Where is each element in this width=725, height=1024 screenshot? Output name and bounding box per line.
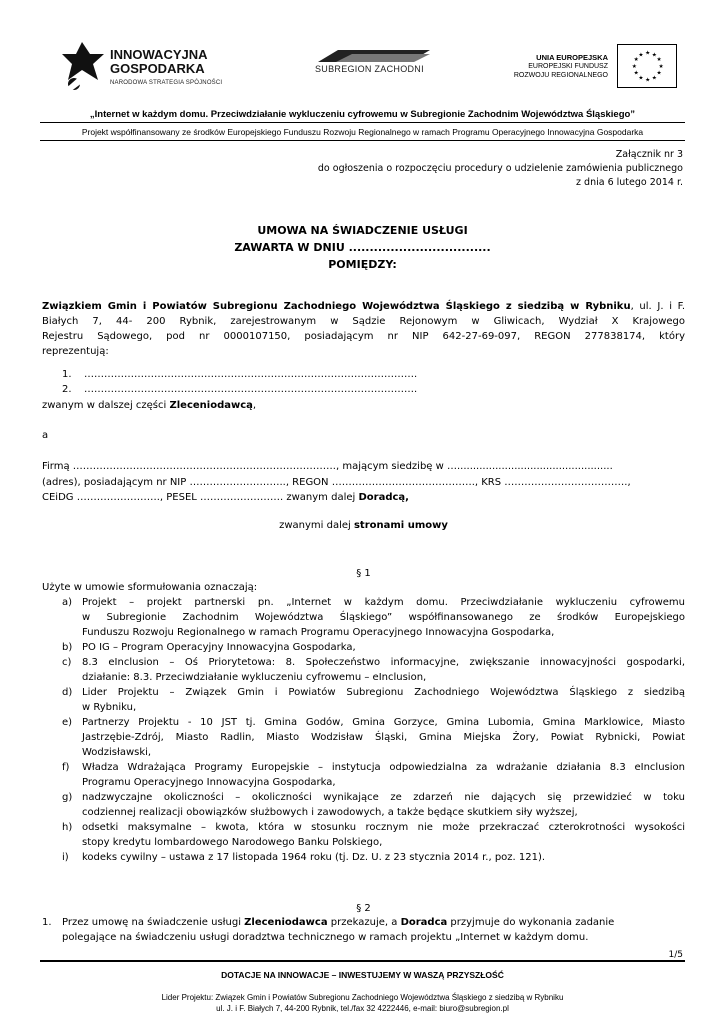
attachment-note — [263, 148, 683, 190]
eu-line3: ROZWOJU REGIONALNEGO — [513, 72, 608, 79]
list-item — [62, 685, 685, 715]
party2-line3-name: Doradcą, — [358, 492, 409, 503]
list-item-line: w Subregionie Zachodnim Województwa Śląskiego” współfinansowanego ze środków Europejskiego — [82, 612, 685, 623]
list-item-letter: i) — [62, 852, 69, 863]
list-item-line: Partnerzy Projektu - 10 JST tj. Gmina Godów, Gmina Gorzyce, Gmina Lubomia, Gmina Marklowice, Miasto — [82, 717, 685, 728]
list-item — [62, 760, 685, 790]
party1-block — [42, 299, 685, 359]
list-item — [62, 850, 685, 865]
footer-line1: Lider Projektu: Związek Gmin i Powiatów Subregionu Zachodniego Województwa Śląskiego z siedzibą w Rybniku — [161, 993, 564, 1002]
contract-title-line3: POMIĘDZY: — [328, 258, 397, 271]
attachment-line2: do ogłoszenia o rozpoczęciu procedury o udzielenie zamówienia publicznego — [317, 163, 683, 174]
ig-logo-text — [110, 48, 208, 76]
list-item-letter: e) — [62, 717, 73, 728]
list-item — [62, 820, 685, 850]
list-item-line: Jastrzębie-Zdrój, Miasto Radlin, Miasto Wodzisław Śląski, Gmina Miejska Żory, Powiat Rybnicki, Powiat — [82, 732, 685, 743]
section2-item1 — [42, 915, 685, 930]
footer-slogan: DOTACJE NA INNOWACJE – INWESTUJEMY W WASZĄ PRZYSZŁOŚĆ — [221, 970, 504, 980]
conjunction: a — [42, 430, 49, 441]
section2-title: § 2 — [356, 903, 371, 914]
list-item — [62, 595, 685, 640]
header-divider-1 — [40, 122, 685, 123]
party2-line3 — [42, 490, 685, 505]
party1-rep2 — [62, 382, 662, 397]
list-item-line: PO IG – Program Operacyjny Innowacyjna Gospodarka, — [82, 642, 356, 653]
list-item-line: odsetki maksymalne – kwota, która w stosunku rocznym nie może przekraczać czterokrotności wysokości — [82, 822, 685, 833]
attachment-line3: z dnia 6 lutego 2014 r. — [576, 177, 683, 188]
svg-text:★: ★ — [631, 63, 637, 70]
list-item-line: 8.3 eInclusion – Oś Priorytetowa: 8. Społeczeństwo informacyjne, zwiększanie innowacyjności gospodarki, — [82, 657, 685, 668]
eu-flag-icon — [617, 44, 677, 88]
list-item-line: codziennej realizacji obowiązków służbowych i zawodowych, a także będące skutkiem siły wyższej, — [82, 807, 578, 818]
svg-text:★: ★ — [645, 77, 651, 84]
svg-text:★: ★ — [645, 50, 651, 57]
footer-line2: ul. J. i F. Białych 7, 44-200 Rybnik, tel./fax 32 4222446, e-mail: biuro@subregion.pl — [216, 1004, 509, 1013]
svg-text:★: ★ — [651, 52, 657, 59]
called-prefix: zwanym w dalszej części — [42, 400, 170, 411]
list-item-line: Władza Wdrażająca Programy Europejskie – instytucja odpowiedzialna za wdrażanie działania 8.3 eInclusion — [82, 762, 685, 773]
list-item-line: Funduszu Rozwoju Regionalnego w ramach Programu Operacyjnego Innowacyjna Gospodarka, — [82, 627, 555, 638]
list-item-line: Programu Operacyjnego Innowacyjna Gospodarka, — [82, 777, 336, 788]
list-item-line: Lider Projektu – Związek Gmin i Powiatów Subregionu Zachodniego Województwa Śląskiego z siedzibą — [82, 687, 685, 698]
ig-logo-line1: INNOWACYJNA — [110, 47, 208, 62]
section1-intro: Użyte w umowie sformułowania oznaczają: — [42, 582, 258, 593]
list-item-line: Wodzisławski, — [82, 747, 152, 758]
attachment-line1: Załącznik nr 3 — [615, 149, 683, 160]
parties-note — [42, 518, 685, 533]
s2-item1-b: Zleceniodawca — [244, 917, 328, 928]
s2-item1-line2: polegające na świadczeniu usługi doradztwa technicznego w ramach projektu „Internet w każdym domu. — [62, 932, 589, 943]
eu-line2: EUROPEJSKI FUNDUSZ — [528, 63, 608, 70]
subregion-logo-text: SUBREGION ZACHODNI — [315, 64, 424, 74]
svg-text:★: ★ — [633, 70, 639, 77]
party1-details-2: Rejestru Sądowego, pod nr 0000107150, posiadającym nr NIP 642-27-69-097, REGON 277838174, który — [42, 331, 685, 342]
party1-details-3: reprezentują: — [42, 346, 109, 357]
list-item-line: Projekt – projekt partnerski pn. „Internet w każdym domu. Przeciwdziałanie wykluczeniu cyfrowemu — [82, 597, 685, 608]
party1-details-1: , ul. J. i F. Białych 7, 44- 200 Rybnik, zarejestrowanym w Sądzie Rejonowym w Gliwicach, Wydział X Krajowego — [42, 301, 685, 327]
svg-text:★: ★ — [656, 57, 662, 64]
eu-text — [488, 53, 608, 80]
called-suffix: , — [252, 400, 257, 411]
cofinance-note: Projekt współfinansowany ze środków Europejskiego Funduszu Rozwoju Regionalnego w ramach Programu Operacyjnego Innowacyjna Gospodarka — [81, 127, 644, 137]
list-item-line: w Rybniku, — [82, 702, 137, 713]
eu-line1: UNIA EUROPEJSKA — [536, 53, 608, 62]
footer-divider — [40, 960, 685, 962]
rep2-value: ………………………………………………………………………………………. — [84, 384, 418, 395]
project-title: „Internet w każdym domu. Przeciwdziałanie wykluczeniu cyfrowemu w Subregionie Zachodnim Województwa Śląskiego” — [89, 109, 636, 120]
svg-text:★: ★ — [651, 75, 657, 82]
ig-logo-line2: GOSPODARKA — [110, 61, 205, 76]
party1-rep1 — [62, 367, 662, 382]
party1-name: Związkiem Gmin i Powiatów Subregionu Zachodniego Województwa Śląskiego z siedzibą w Rybniku — [42, 301, 631, 312]
page-number: 1/5 — [668, 950, 683, 960]
party2-line2: (adres), posiadającym nr NIP ……………………….., REGON ……………………………………., KRS ………………………………., — [42, 477, 631, 488]
contract-title — [0, 222, 725, 273]
list-item-letter: d) — [62, 687, 73, 698]
list-item — [62, 790, 685, 820]
s2-item1-d: Doradca — [400, 917, 448, 928]
rep2-num: 2. — [62, 384, 72, 395]
list-item-letter: a) — [62, 597, 73, 608]
list-item-line: stopy kredytu lombardowego Narodowego Banku Polskiego, — [82, 837, 383, 848]
party1-called — [42, 398, 685, 413]
list-item-line: kodeks cywilny – ustawa z 17 listopada 1964 roku (tj. Dz. U. z 23 stycznia 2014 r., poz. 121). — [82, 852, 546, 863]
list-item-line: nadzwyczajne okoliczności – okoliczności wynikające ze zdarzeń nie dających się przewidzieć w toku — [82, 792, 685, 803]
list-item-letter: b) — [62, 642, 73, 653]
list-item-letter: c) — [62, 657, 72, 668]
section1-list — [62, 595, 685, 865]
section1-title: § 1 — [356, 568, 371, 579]
list-item-letter: h) — [62, 822, 73, 833]
header-divider-2 — [40, 140, 685, 141]
list-item-line: działanie: 8.3. Przeciwdziałanie wykluczeniu cyfrowemu – eInclusion, — [82, 672, 427, 683]
list-item — [62, 640, 685, 655]
list-item-letter: g) — [62, 792, 73, 803]
s2-item1-num: 1. — [42, 917, 52, 928]
contract-title-line2: ZAWARTA W DNIU .................................. — [234, 241, 491, 254]
contract-title-line1: UMOWA NA ŚWIADCZENIE USŁUGI — [257, 224, 468, 237]
party2-line3-prefix: CEiDG ……………………., PESEL ……………………. zwanym dalej — [42, 492, 359, 503]
list-item — [62, 655, 685, 685]
svg-text:★: ★ — [638, 52, 644, 59]
rep1-num: 1. — [62, 369, 72, 380]
subregion-logo-icon — [318, 48, 430, 64]
innowacyjna-gospodarka-logo-icon — [60, 40, 105, 92]
ig-logo-sub: NARODOWA STRATEGIA SPÓJNOŚCI — [110, 80, 223, 86]
s2-item1-a: Przez umowę na świadczenie usługi — [62, 917, 245, 928]
svg-text:★: ★ — [658, 63, 664, 70]
s2-item1-c: przekazuje, a — [327, 917, 401, 928]
party2-line1: Firmą ……………………………………………………………………., mającym siedzibę w …................................................. — [42, 461, 613, 472]
list-item — [62, 715, 685, 760]
parties-name: stronami umowy — [353, 520, 448, 531]
rep1-value: ………………………………………………………………………………………. — [84, 369, 418, 380]
called-name: Zleceniodawcą — [169, 400, 253, 411]
list-item-letter: f) — [62, 762, 70, 773]
svg-text:★: ★ — [633, 57, 639, 64]
parties-prefix: zwanymi dalej — [279, 520, 354, 531]
svg-text:★: ★ — [656, 70, 662, 77]
svg-text:★: ★ — [638, 75, 644, 82]
s2-item1-e: przyjmuje do wykonania zadanie — [447, 917, 615, 928]
